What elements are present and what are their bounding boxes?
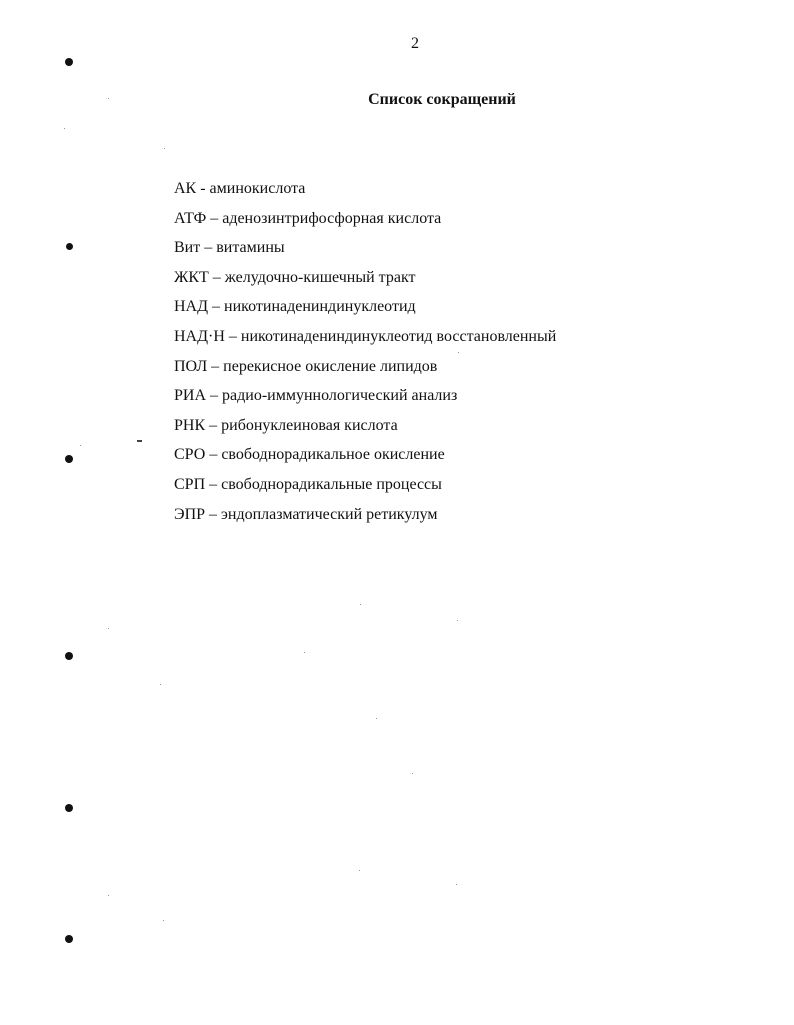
scan-speck: [163, 920, 164, 921]
page-number: 2: [411, 35, 419, 52]
scan-speck: [457, 620, 458, 621]
page-title: Список сокращений: [368, 91, 516, 108]
abbreviation-item: АК - аминокислота: [174, 180, 306, 197]
abbreviation-item: ЖКТ – желудочно-кишечный тракт: [174, 268, 416, 286]
abbreviation-item: ПОЛ – перекисное окисление липидов: [174, 357, 438, 375]
scan-speck: [456, 884, 457, 885]
scan-speck: [164, 148, 165, 149]
abbreviation-item: Вит – витамины: [174, 239, 285, 257]
punch-hole-mark: [65, 652, 73, 660]
punch-hole-mark: [65, 58, 73, 66]
punch-hole-mark: [66, 243, 73, 250]
abbreviation-item: ЭПР – эндоплазматический ретикулум: [174, 505, 438, 523]
punch-hole-mark: [65, 804, 73, 812]
scan-speck: [160, 684, 161, 685]
scan-speck: [137, 440, 142, 442]
scan-speck: [304, 652, 305, 653]
scan-speck: [376, 718, 377, 719]
abbreviation-item: РИА – радио-иммуннологический анализ: [174, 387, 458, 405]
abbreviation-item: АТФ – аденозинтрифосфорная кислота: [174, 209, 442, 227]
punch-hole-mark: [65, 935, 73, 943]
scan-speck: [108, 98, 109, 99]
scan-speck: [108, 895, 109, 896]
punch-hole-mark: [65, 455, 73, 463]
scan-speck: [458, 352, 459, 353]
scan-speck: [360, 604, 361, 605]
scan-speck: [108, 628, 109, 629]
scan-speck: [359, 870, 360, 871]
scan-speck: [80, 445, 81, 446]
abbreviation-item: СРО – свободнорадикальное окисление: [174, 446, 445, 464]
scan-speck: [64, 128, 65, 129]
abbreviation-item: НАД – никотинадениндинуклеотид: [174, 298, 416, 316]
abbreviation-item: РНК – рибонуклеиновая кислота: [174, 416, 398, 434]
abbreviation-list: [174, 177, 556, 532]
scan-speck: [412, 773, 413, 774]
abbreviation-item: СРП – свободнорадикальные процессы: [174, 475, 442, 493]
abbreviation-item: НАД·Н – никотинадениндинуклеотид восстановленный: [174, 327, 557, 345]
